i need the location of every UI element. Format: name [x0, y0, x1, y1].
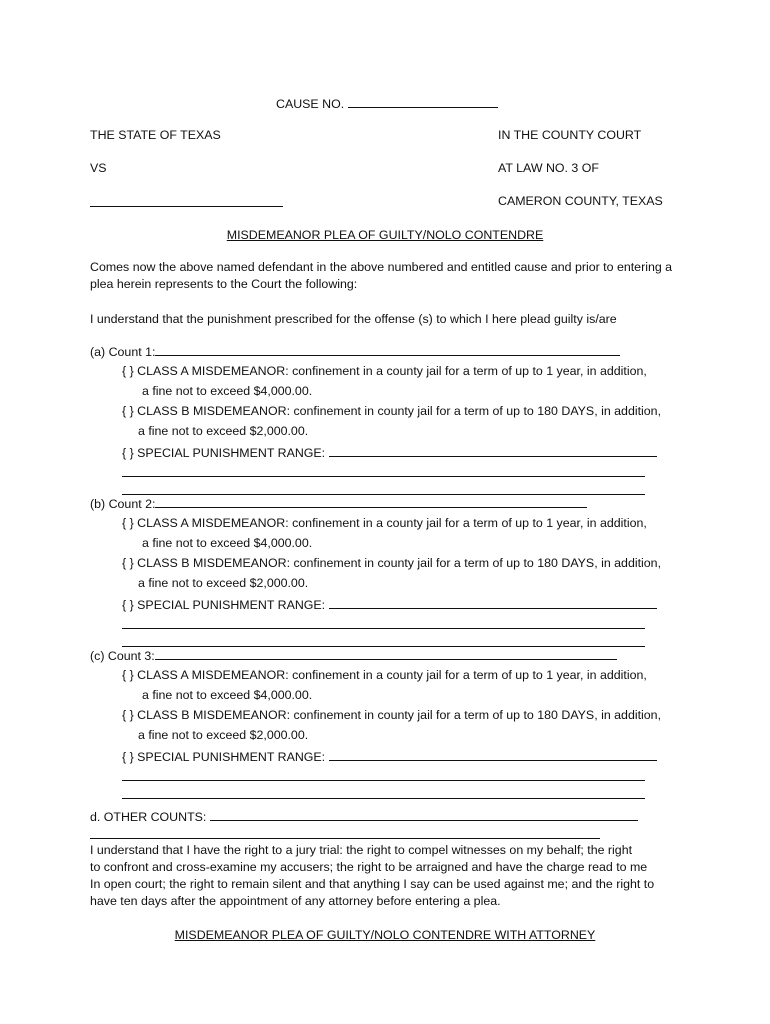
cause-number	[276, 95, 498, 113]
count-1-special-line-3[interactable]	[122, 494, 645, 495]
count-1-label: (a) Count 1:	[90, 345, 156, 359]
count-1-special-line-2[interactable]	[122, 476, 645, 477]
rights-line-3: In open court; the right to remain silent and that anything I say can be used against me; and the right to	[90, 877, 655, 891]
count-2-class-a[interactable]: { } CLASS A MISDEMEANOR: confinement in a county jail for a term of up to 1 year, in addition,	[122, 516, 647, 530]
cause-number-field[interactable]	[348, 95, 498, 108]
versus: VS	[90, 161, 107, 175]
count-3-label: (c) Count 3:	[90, 649, 155, 663]
count-3-special-line-3[interactable]	[122, 798, 645, 799]
count-1-special	[122, 444, 657, 462]
state-of-texas: THE STATE OF TEXAS	[90, 128, 221, 142]
punishment-statement: I understand that the punishment prescribed for the offense (s) to which I here plead guilty is/are	[90, 312, 617, 326]
count-1-field[interactable]	[155, 344, 620, 356]
defendant-name-field[interactable]	[90, 194, 283, 207]
rights-line-1: I understand that I have the right to a jury trial: the right to compel witnesses on my behalf; the right	[90, 843, 633, 857]
other-counts-field[interactable]	[210, 808, 638, 821]
other-counts-label: d. OTHER COUNTS:	[90, 810, 207, 824]
count-3-special-field[interactable]	[329, 748, 657, 761]
count-1-class-b[interactable]: { } CLASS B MISDEMEANOR: confinement in county jail for a term of up to 180 DAYS, in addition,	[122, 404, 662, 418]
page-title: MISDEMEANOR PLEA OF GUILTY/NOLO CONTENDRE	[226, 228, 544, 242]
count-3-class-a[interactable]: { } CLASS A MISDEMEANOR: confinement in a county jail for a term of up to 1 year, in addition,	[122, 668, 647, 682]
count-3-special-line-2[interactable]	[122, 780, 645, 781]
count-3-class-b-fine: a fine not to exceed $2,000.00.	[138, 728, 309, 742]
cause-label: CAUSE NO.	[276, 97, 345, 111]
count-2-class-a-fine: a fine not to exceed $4,000.00.	[142, 536, 313, 550]
count-2-class-b-fine: a fine not to exceed $2,000.00.	[138, 576, 309, 590]
other-counts-line-2[interactable]	[90, 838, 600, 839]
count-3-class-b[interactable]: { } CLASS B MISDEMEANOR: confinement in county jail for a term of up to 180 DAYS, in addition,	[122, 708, 662, 722]
count-2-class-b[interactable]: { } CLASS B MISDEMEANOR: confinement in county jail for a term of up to 180 DAYS, in addition,	[122, 556, 662, 570]
footer-title: MISDEMEANOR PLEA OF GUILTY/NOLO CONTENDRE WITH ATTORNEY	[174, 928, 596, 942]
count-2-row	[90, 496, 587, 513]
count-1-class-a-fine: a fine not to exceed $4,000.00.	[142, 384, 313, 398]
count-2-field[interactable]	[155, 496, 587, 508]
rights-line-4: have ten days after the appointment of any attorney before entering a plea.	[90, 894, 501, 908]
intro-paragraph: Comes now the above named defendant in the above numbered and entitled cause and prior to entering a plea herein represents to the Court the following:	[90, 260, 673, 291]
count-2-special-line-3[interactable]	[122, 646, 645, 647]
count-3-field[interactable]	[155, 648, 617, 660]
count-1-special-label[interactable]: { } SPECIAL PUNISHMENT RANGE:	[122, 446, 326, 460]
county-court: IN THE COUNTY COURT	[498, 128, 642, 142]
other-counts-row	[90, 808, 638, 826]
count-3-special	[122, 748, 657, 766]
count-1-class-a[interactable]: { } CLASS A MISDEMEANOR: confinement in a county jail for a term of up to 1 year, in addition,	[122, 364, 647, 378]
count-3-special-label[interactable]: { } SPECIAL PUNISHMENT RANGE:	[122, 750, 326, 764]
court-at-law: AT LAW NO. 3 OF	[498, 161, 599, 175]
rights-line-2: to confront and cross-examine my accusers; the right to be arraigned and have the charge read to me	[90, 860, 648, 874]
count-1-special-field[interactable]	[329, 444, 657, 457]
count-2-special-line-2[interactable]	[122, 628, 645, 629]
count-2-special	[122, 596, 657, 614]
count-3-row	[90, 648, 617, 665]
count-3-class-a-fine: a fine not to exceed $4,000.00.	[142, 688, 313, 702]
count-2-special-label[interactable]: { } SPECIAL PUNISHMENT RANGE:	[122, 598, 326, 612]
count-1-class-b-fine: a fine not to exceed $2,000.00.	[138, 424, 309, 438]
count-2-label: (b) Count 2:	[90, 497, 156, 511]
count-2-special-field[interactable]	[329, 596, 657, 609]
count-1-row	[90, 344, 620, 361]
cameron-county: CAMERON COUNTY, TEXAS	[498, 194, 663, 208]
